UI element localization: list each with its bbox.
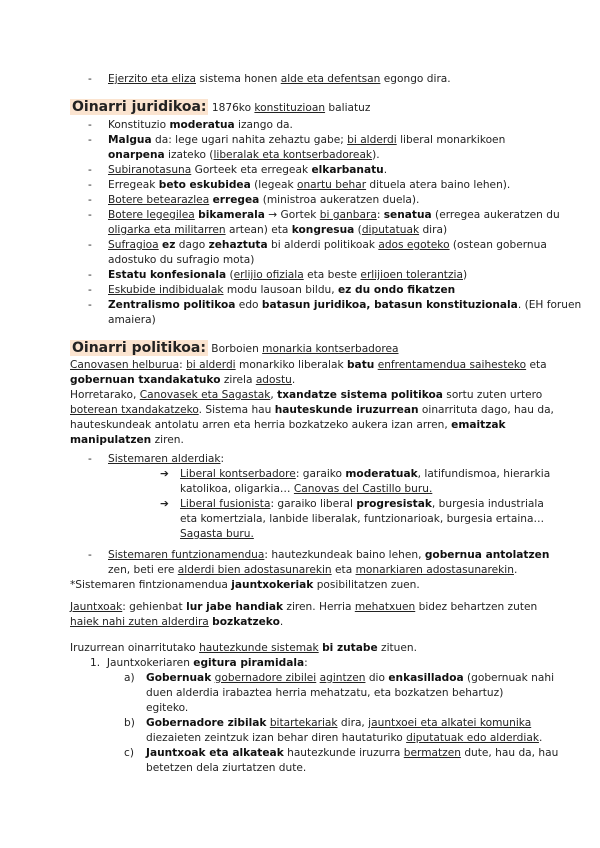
iruzurra-paragraph: Iruzurrean oinarritutako hautezkunde sistemak bi zutabe zituen.	[70, 642, 417, 654]
juridikoa-item: - Konstituzio moderatua izango da.	[108, 118, 293, 133]
juridikoa-item-cont: amaiera)	[108, 314, 156, 326]
alderdiak-bullet: - Sistemaren alderdiak:	[108, 452, 224, 467]
juridikoa-heading: Oinarri juridikoa: 1876ko konstituzioan baliatuz	[72, 99, 371, 115]
juridikoa-item: - Subiranotasuna Gorteek eta erregeak elkarbanatu.	[108, 163, 387, 178]
funtzionamendua-bullet: - Sistemaren funtzionamendua: hautezkundeak baino lehen, gobernua antolatzen	[108, 548, 549, 563]
funtzionamendua-cont: zen, beti ere alderdi bien adostasunarekin eta monarkiaren adostasunarekin.	[108, 564, 518, 576]
jauntxokeria-note: *Sistemaren fintzionamendua jauntxokeriak posibilitatzen zuen.	[70, 579, 420, 591]
politikoa-paragraph: gobernuan txandakatuko zirela adostu.	[70, 374, 296, 386]
juridikoa-item-cont: onarpena izateko (liberalak eta kontserbadoreak).	[108, 149, 380, 161]
lettered-item-a: a) Gobernuak gobernadore zibilei agintzen dio enkasilladoa (gobernuak nahi duen alderdia irabaztea herria mehatzatu, eta bozkatzen behartuz) egiteko.	[124, 672, 555, 714]
juridikoa-item: - Erregeak beto eskubidea (legeak onartu behar dituela atera baino lehen).	[108, 178, 510, 193]
lettered-item-b: b) Gobernadore zibilak bitartekariak dira, jauntxoei eta alkatei komunika diezaieten zeintzuk izan behar diren hautaturiko diputatuak edo alderdiak.	[124, 717, 543, 744]
arrow-right-icon: ➔	[160, 498, 169, 510]
politikoa-paragraph: hauteskundeak antolatu arren eta herria bozkatzeko aukera izan arren, emaitzak	[70, 419, 506, 431]
jauntxoak-paragraph: Jauntxoak: gehienbat lur jabe handiak ziren. Herria mehatxuen bidez behartzen zuten	[70, 601, 538, 613]
juridikoa-item: - Botere betearazlea erregea (ministroa aukeratzen duela).	[108, 193, 419, 208]
politikoa-paragraph: boterean txandakatzeko. Sistema hau hauteskunde iruzurrean oinarrituta dago, hau da,	[70, 404, 554, 416]
arrow-item-fusionista: ➔ Liberal fusionista: garaiko liberal progresistak, burgesia industriala eta komertziala, lanbide liberalak, funtzionarioak, burgesia ertaina… Sagasta buru.	[160, 498, 545, 540]
arrow-right-icon: ➔	[160, 468, 169, 480]
arrow-item-kontserbadore: ➔ Liberal kontserbadore: garaiko moderatuak, latifundismoa, hierarkia katolikoa, oligarkia… Canovas del Castillo buru.	[160, 468, 551, 495]
juridikoa-item: - Malgua da: lege ugari nahita zehaztu gabe; bi alderdi liberal monarkikoen	[108, 133, 505, 148]
intro-bullet: - Ejerzito eta eliza sistema honen alde eta defentsan egongo dira.	[108, 72, 451, 87]
juridikoa-item: - Sufragioa ez dago zehaztuta bi alderdi politikoak ados egoteko (ostean gobernua	[108, 238, 547, 253]
juridikoa-item: - Eskubide indibidualak modu lausoan bildu, ez du ondo fikatzen	[108, 283, 455, 298]
lettered-item-c: c) Jauntxoak eta alkateak hautezkunde iruzurra bermatzen dute, hau da, hau betetzen dela ziurtatzen dute.	[124, 747, 559, 774]
politikoa-paragraph: Canovasen helburua: bi alderdi monarkiko liberalak batu enfrentamendua saihesteko eta	[70, 359, 547, 371]
juridikoa-item: - Zentralismo politikoa edo batasun juridikoa, batasun konstituzionala. (EH foruen	[108, 298, 581, 313]
juridikoa-item-cont: oligarka eta militarren artean) eta kongresua (diputatuak dira)	[108, 224, 448, 236]
jauntxoak-paragraph: haiek nahi zuten alderdira bozkatzeko.	[70, 616, 284, 628]
politikoa-paragraph: Horretarako, Canovasek eta Sagastak, txandatze sistema politikoa sortu zuten urtero	[70, 389, 543, 401]
numbered-item-1: 1. Jauntxokeriaren egitura piramidala:	[90, 657, 308, 669]
politikoa-heading: Oinarri politikoa: Borboien monarkia kontserbadorea	[72, 340, 399, 356]
juridikoa-item: - Estatu konfesionala (erlijio ofiziala eta beste erlijioen tolerantzia)	[108, 268, 467, 283]
politikoa-paragraph: manipulatzen ziren.	[70, 434, 184, 446]
juridikoa-item: - Botere legegilea bikamerala → Gortek bi ganbara: senatua (erregea aukeratzen du	[108, 208, 560, 223]
juridikoa-item-cont: adostuko du sufragio mota)	[108, 254, 255, 266]
